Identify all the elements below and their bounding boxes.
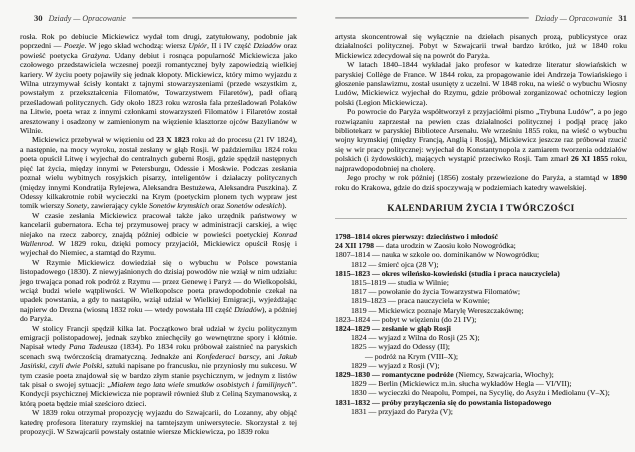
- kalendarium-entry: [335, 342, 627, 351]
- text-run: 1831 — przyjazd do Paryża (V);: [351, 406, 453, 416]
- text-run: 1817 — powołanie do życia Towarzystwa Filomatów;: [351, 287, 521, 297]
- left-running-head: [20, 13, 297, 23]
- text-run: 1815–1819 — studia w Wilnie;: [351, 277, 449, 287]
- kalendarium-entry: [335, 398, 627, 407]
- text-run: 1819–1823 — praca nauczyciela w Kownie;: [351, 296, 490, 306]
- text-run: roku aż do procesu (21 IV 1824), a następnie, na mocy wyroku, został zesłany w głąb Rosji. W październiku 1824 roku poeta opuścił Litwę i wyjechał do centralnych guberni Rosji, gdzie spędził następnych pięć lat życia, między innymi w Petersburgu, Odessie i Moskwie. Podczas zesłania poznał wielu wybitnych rosyjskich pisarzy, inteligentów i działaczy politycznych (między innymi Kondratija Rylejewa, Aleksandra Bestużewa, Aleksandra Puszkina). Z Odessy kilkakrotnie robił wycieczki na Krym (poetyckim plonem tych wypraw jest tomik wierszy: [20, 135, 297, 211]
- text-run: 1824 — wyjazd z Wilna do Rosji (25 X);: [351, 333, 480, 343]
- right-body-text: [335, 32, 627, 192]
- text-run: Po powrocie do Paryża współtworzył z przyjaciółmi pismo „Trybuna Ludów”, a po jego rozwiązaniu zaprzestał na pewien czas działalności politycznej i podjął pracę jako bibliotekarz w paryskiej Bibliotece Arsenału. We wrześniu 1855 roku, na wieść o wybuchu wojny krymskiej (między Francją, Anglią i Rosją), Mickiewicz jeszcze raz próbował rzucić się w wir pracy politycznej: wyjechał do Konstantynopola z zamiarem tworzenia oddziałów polskich (i żydowskich), mających wystąpić przeciwko Rosji. Tam zmarł: [335, 107, 627, 164]
- kalendarium-entry: [335, 379, 627, 388]
- text-run: Mickiewicz przebywał w więzieniu od: [32, 135, 157, 145]
- paragraph: [335, 32, 627, 60]
- bold-run: 23 X 1823: [156, 135, 190, 145]
- left-body-text: [20, 32, 297, 436]
- bold-run: 26 XI 1855: [570, 154, 609, 164]
- kalendarium-entry: [335, 333, 627, 342]
- kalendarium-entry: [335, 232, 627, 241]
- italic-run: Konrad Wallenrod: [20, 229, 297, 248]
- left-page-number: 30: [34, 13, 43, 23]
- kalendarium-entry: [335, 306, 627, 315]
- left-header-rule: [132, 17, 297, 19]
- text-run: , sztuki napisane po francusku, nie przyniosły mu sukcesu. W tym czasie poeta znajdował się w bardzo złym stanie psychicznym, w jednym z listów tak pisał o swojej sytuacji: „: [20, 361, 297, 390]
- text-run: 1819 — Mickiewicz poznaje Marylę Wereszczakównę;: [351, 305, 524, 315]
- text-run: 1823–1824 — pobyt w więzieniu (do 21 IV);: [335, 314, 477, 324]
- text-run: 1825 — wyjazd do Odessy (II);: [351, 342, 450, 352]
- italic-run: Dziadów: [234, 304, 262, 314]
- paragraph: [20, 211, 297, 258]
- kalendarium-entry: [335, 278, 627, 287]
- kalendarium-entry: [335, 250, 627, 259]
- kalendarium-entry: [335, 361, 627, 370]
- text-run: 1829 — Berlin (Mickiewicz m.in. słucha wykładów Hegla — VI/VII);: [351, 379, 572, 389]
- bold-run: 24 XII 1798: [335, 241, 374, 251]
- text-run: roku, najprawdopodobniej na cholerę.: [335, 154, 627, 173]
- paragraph: [335, 107, 627, 173]
- paragraph: [20, 324, 297, 409]
- text-run: — data urodzin w Zaosiu koło Nowogródka;: [374, 241, 516, 251]
- text-run: rosła. Rok po debiucie Mickiewicz wydał tom drugi, zatytułowany, podobnie jak poprzedni —: [20, 32, 297, 51]
- kalendarium-entry: [335, 269, 627, 278]
- bold-run: 1829–1830 — romantyczne podróże: [335, 369, 454, 379]
- bold-run: 1890: [611, 173, 627, 183]
- right-running-title: Dziady — Opracowanie: [535, 13, 613, 23]
- kalendarium-entry: [335, 296, 627, 305]
- right-page-number: 31: [618, 13, 627, 23]
- text-run: . W 1829 roku, dzięki pomocy przyjaciół, Mickiewicz opuścił Rosję i wyjechał do Niemiec, a stamtąd do Rzymu.: [20, 238, 297, 258]
- right-header-rule: [335, 17, 529, 19]
- kalendarium-entry: [335, 287, 627, 296]
- kalendarium-entry: [335, 241, 627, 250]
- italic-run: Jakub Jasiński, czyli dwie Polski: [20, 351, 297, 371]
- paragraph: [20, 32, 297, 135]
- italic-run: Upiór: [188, 41, 207, 51]
- kalendarium-entry: [335, 352, 627, 361]
- kalendarium-title: KALENDARIUM ŻYCIA I TWÓRCZOŚCI: [387, 202, 575, 213]
- italic-run: Sonetów krymskich: [149, 201, 210, 211]
- text-run: oraz powieść poetycka: [20, 41, 298, 60]
- text-run: ), a później do Paryża.: [20, 304, 298, 324]
- text-run: W czasie zesłania Mickiewicz pracował także jako urzędnik państwowy w kancelarii gubernatora. Echa tej przymusowej pracy w administracji carskiej, a więc niejako na rzecz zaborcy, znajdą później odbicie w powieści poetyckiej: [20, 210, 297, 239]
- text-run: . Udany debiut i rosnąca popularność Mickiewicza jako czołowego przedstawiciela wczesnej poezji romantycznej były zapowiedzią wielkiej kariery. W życiu poety pojawiły się jednak kłopoty. Mickiewicz, który mimo wyjazdu z Wilna utrzymywał ścisły kontakt z tajnymi stowarzyszeniami (przede wszystkim z, powstałym z przekształcenia Filomatów, Towarzystwem Filaretów), padł ofiarą prześladowań politycznych. Gdy około 1823 roku wzrosła fala prześladowań Polaków na Litwie, poeta wraz z innymi członkami stowarzyszeń Filomatów i Filaretów został aresztowany i osadzony w zamienionym na więzienie klasztorze ojców Bazylianów w Wilnie.: [20, 50, 298, 136]
- page-left: [20, 0, 297, 436]
- page-right: [335, 0, 627, 416]
- italic-run: Poezje: [63, 41, 85, 51]
- text-run: artysta skoncentrował się wyłącznie na dziełach pisanych prozą, publicystyce oraz działalności politycznej. Pobyt w Szwajcarii trwał bardzo krótko, już w 1840 roku Mickiewicz zdecydował się na powrót do Paryża.: [335, 32, 627, 60]
- text-run: (1834). Po 1834 roku próbował zaistnieć na paryskich scenach swą twórczością dramatyczną. Jednakże ani: [20, 342, 297, 361]
- italic-run: Sonety: [66, 201, 88, 211]
- paragraph: [335, 60, 627, 107]
- text-run: 1830 — wycieczki do Neapolu, Pompei, na Sycylię, do Asyżu i Mediolanu (V–X);: [351, 388, 610, 398]
- text-run: W Rzymie Mickiewicz dowiedział się o wybuchu w Polsce powstania listopadowego (1830). Z niewyjaśnionych do dzisiaj powodów nie wziął w nim udziału: jego trwająca ponad rok podróż z Rzymu — przez Genewę i Paryż — do Wielkopolski, wciąż budzi wiele wątpliwości. W Wielkopolsce poeta prawdopodobnie czekał na upadek powstania, a gdy to nastąpiło, wziął udział w Wielkiej Emigracji, wyjeżdżając najpierw do Drezna (wiosną 1832 roku — wtedy powstała III część: [20, 257, 297, 314]
- italic-run: Dziadów: [253, 41, 282, 51]
- italic-run: Sonetów odeskich: [226, 201, 283, 211]
- kalendarium-title-rule: [335, 218, 627, 219]
- kalendarium-entry: [335, 324, 627, 333]
- kalendarium-entry: [335, 388, 627, 397]
- text-run: 1815–1823 — okres wileńsko-kowieński (studia i praca nauczyciela): [335, 268, 560, 278]
- text-run: W 1839 roku otrzymał propozycję wyjazdu do Szwajcarii, do Lozanny, aby objąć katedrę profesora literatury rzymskiej na tamtejszym uniwersytecie. Skorzystał z tej propozycji. W Szwajcarii powstały ostatnie wiersze Mickiewicza, po 1839 roku: [20, 408, 297, 437]
- kalendarium-entry: [335, 315, 627, 324]
- paragraph: [20, 135, 297, 210]
- text-run: 1807–1814 — nauka w szkole oo. dominikanów w Nowogródku;: [335, 250, 540, 260]
- italic-run: Pana Tadeusza: [69, 342, 118, 352]
- text-run: , zawierający cykle: [87, 201, 150, 211]
- kalendarium-list: [335, 232, 627, 416]
- text-run: (Niemcy, Szwajcaria, Włochy);: [453, 369, 554, 379]
- text-run: 1798–1814 okres pierwszy: dzieciństwo i młodość: [335, 231, 498, 241]
- italic-run: Konfederaci barscy: [196, 351, 260, 361]
- kalendarium-entry: [335, 260, 627, 269]
- text-run: , II i IV część: [207, 41, 254, 51]
- text-run: 1812 — śmierć ojca (28 V);: [351, 259, 439, 269]
- text-run: Jego prochy w rok później (1856) zostały przewiezione do Paryża, a stamtąd w: [347, 173, 612, 183]
- paragraph: [335, 173, 627, 192]
- text-run: 1831–1832 — próby przyłączenia się do powstania listopadowego: [335, 397, 552, 407]
- text-run: oraz: [209, 201, 227, 211]
- text-run: — podróż na Krym (VIII–X);: [365, 351, 459, 361]
- text-run: W latach 1840–1844 wykładał jako profesor w katedrze literatur słowiańskich w paryskiej Collège de France. W 1844 roku, za propagowanie idei Andrzeja Towiańskiego i głoszenie panslawizmu, został usunięty z uczelni. W 1848 roku, na wieść o wybuchu Wiosny Ludów, Mickiewicz wyjechał do Rzymu, gdzie próbował zorganizować ochotniczy legion polski (Legion Mickiewicza).: [335, 60, 627, 107]
- text-run: ”. Kondycji psychicznej Mickiewicza nie poprawił również ślub z Celiną Szymanowską, z którą poeta będzie miał sześcioro dzieci.: [20, 380, 298, 408]
- kalendarium-entry: [335, 370, 627, 379]
- text-run: 1829 — wyjazd z Rosji (V);: [351, 360, 440, 370]
- left-running-title: Dziady — Opracowanie: [48, 13, 126, 23]
- text-run: ).: [282, 201, 287, 211]
- text-run: . W jego skład wchodzą: wiersz: [84, 41, 189, 51]
- italic-run: Grażyna: [81, 50, 109, 60]
- italic-run: Miałem tego lata wiele smutków osobistych i familijnych: [110, 380, 292, 390]
- text-run: W stolicy Francji spędził kilka lat. Początkowo brał udział w życiu politycznym emigracji polistopadowej, jednak szybko zniechęciły go wewnętrzne spory i kłótnie. Napisał wtedy: [20, 323, 297, 352]
- paragraph: [20, 258, 297, 324]
- kalendarium-entry: [335, 407, 627, 416]
- text-run: roku do Krakowa, gdzie do dziś spoczywają w podziemiach katedry wawelskiej.: [335, 182, 587, 192]
- right-running-head: [335, 13, 627, 23]
- text-run: , ani: [259, 351, 279, 361]
- text-run: 1824–1829 — zesłanie w głąb Rosji: [335, 323, 451, 333]
- paragraph: [20, 408, 297, 436]
